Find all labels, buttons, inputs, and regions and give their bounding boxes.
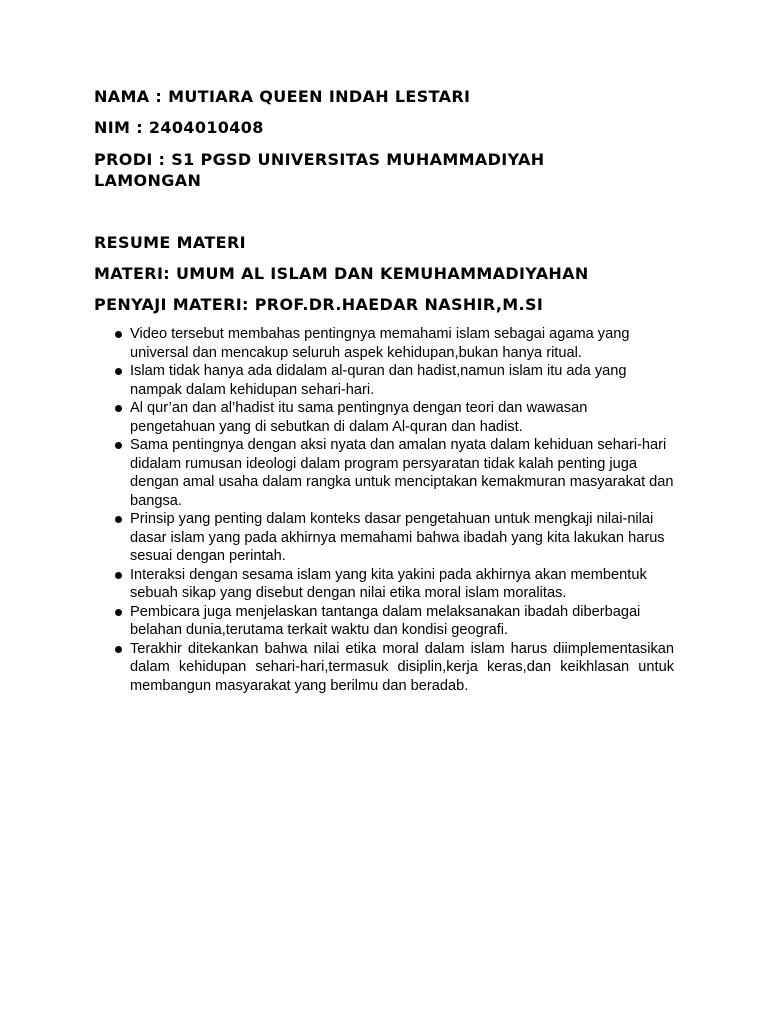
list-item-text: Interaksi dengan sesama islam yang kita yakini pada akhirnya akan membentuk sebuah sikap yang disebut dengan nilai etika moral islam moralitas. [130, 566, 647, 601]
list-item-text: Prinsip yang penting dalam konteks dasar pengetahuan untuk mengkaji nilai-nilai dasar islam yang pada akhirnya memahami bahwa ibadah yang kita lakukan harus sesuai dengan perintah. [130, 511, 665, 564]
bullet-icon [115, 368, 122, 375]
student-nim: NIM : 2404010408 [94, 118, 264, 137]
list-item [113, 510, 674, 566]
materi-title: MATERI: UMUM AL ISLAM DAN KEMUHAMMADIYAHAN [94, 264, 589, 283]
student-prodi: PRODI : S1 PGSD UNIVERSITAS MUHAMMADIYAH LAMONGAN [94, 150, 545, 190]
bullet-icon [115, 646, 122, 653]
list-item [113, 362, 674, 399]
summary-bullet-list [113, 325, 674, 695]
bullet-icon [115, 572, 122, 579]
list-item-text: Islam tidak hanya ada didalam al-quran dan hadist,namun islam itu ada yang nampak dalam kehidupan sehari-hari. [130, 363, 627, 398]
list-item-text: Sama pentingnya dengan aksi nyata dan amalan nyata dalam kehiduan sehari-hari didalam rumusan ideologi dalam program persyaratan tidak kalah penting juga dengan amal usaha dalam rangka untuk menciptakan kemakmuran masyarakat dan bangsa. [130, 437, 674, 509]
bullet-icon [115, 442, 122, 449]
bullet-icon [115, 516, 122, 523]
bullet-icon [115, 609, 122, 616]
resume-title: RESUME MATERI [94, 233, 246, 252]
list-item-text: Pembicara juga menjelaskan tantanga dalam melaksanakan ibadah diberbagai belahan dunia,terutama terkait waktu dan kondisi geografi. [130, 603, 641, 638]
list-item-text: Video tersebut membahas pentingnya memahami islam sebagai agama yang universal dan mencakup seluruh aspek kehidupan,bukan hanya ritual. [130, 326, 630, 361]
list-item [113, 436, 674, 510]
list-item [113, 325, 674, 362]
bullet-icon [115, 331, 122, 338]
student-name: NAMA : MUTIARA QUEEN INDAH LESTARI [94, 87, 471, 106]
list-item-text: Terakhir ditekankan bahwa nilai etika moral dalam islam harus diimplementasikan dalam kehidupan sehari-hari,termasuk disiplin,kerja keras,dan keikhlasan untuk membangun masyarakat yang berilmu dan beradab. [130, 640, 674, 694]
list-item [113, 399, 674, 436]
list-item [113, 603, 674, 640]
list-item-text: Al qur’an dan al’hadist itu sama pentingnya dengan teori dan wawasan pengetahuan yang di sebutkan di dalam Al-quran dan hadist. [130, 400, 588, 435]
list-item [113, 640, 674, 696]
list-item [113, 566, 674, 603]
bullet-icon [115, 405, 122, 412]
presenter-title: PENYAJI MATERI: PROF.DR.HAEDAR NASHIR,M.SI [94, 295, 544, 314]
